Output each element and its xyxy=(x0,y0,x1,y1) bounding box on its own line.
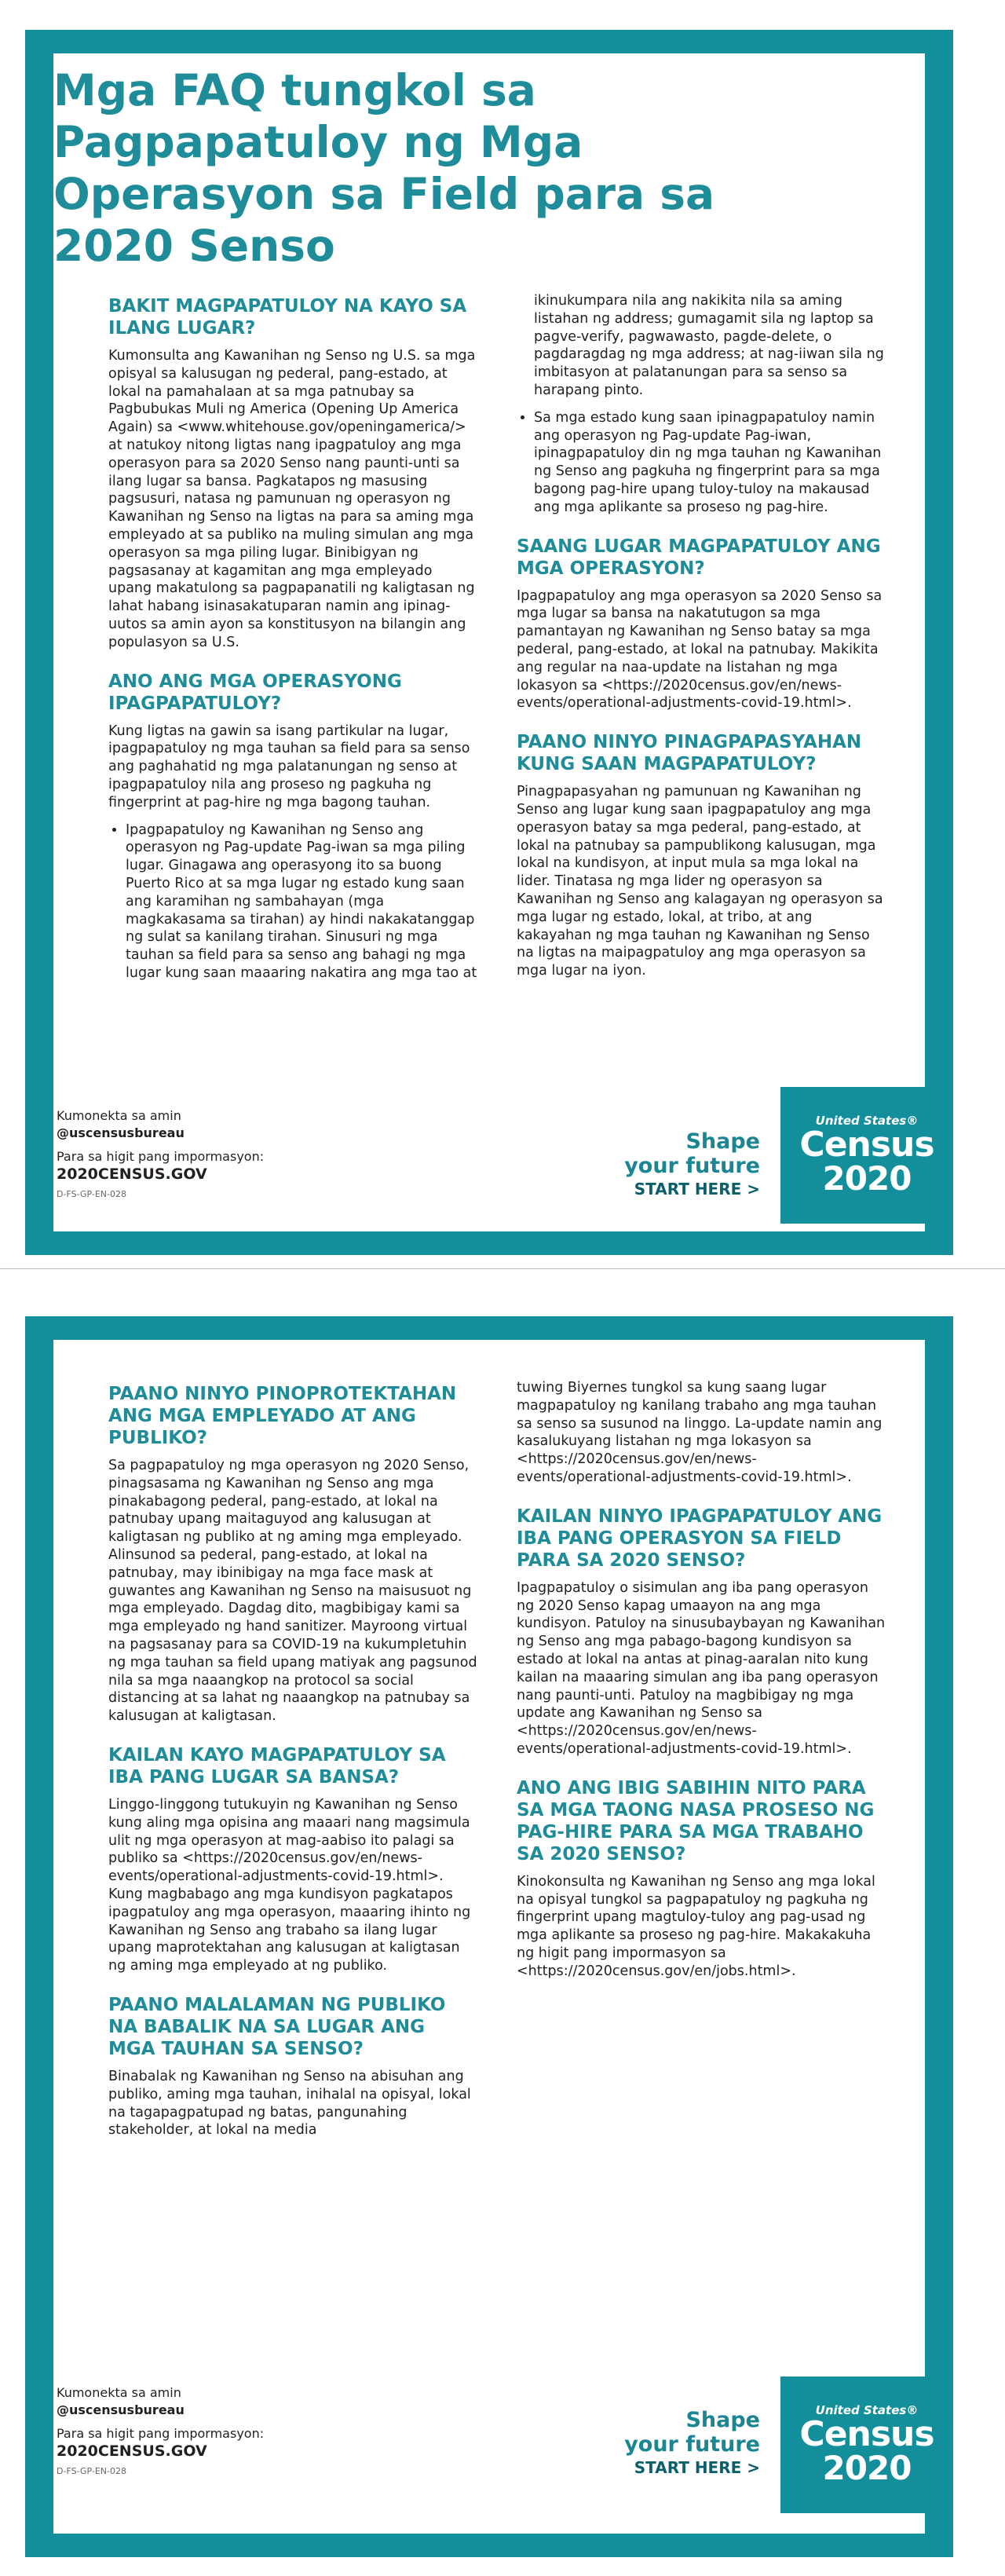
section-operations xyxy=(108,671,477,982)
tagline-line-1: Shape xyxy=(685,1129,760,1154)
census-2020-logo xyxy=(780,1087,953,1224)
shape-your-future-tagline xyxy=(603,2408,760,2479)
logo-year: 2020 xyxy=(822,1159,912,1198)
start-here-link[interactable]: START HERE > xyxy=(634,2458,760,2477)
section-body: Pinagpapasyahan ng pamunuan ng Kawanihan ng Senso ang lugar kung saan ipagpapatuloy ang mga operasyon batay sa mga pederal, pang-estado, at lokal na patnubay sa pampublikong kalusugan, mga lokal na kundisyon, at input mula sa mga lokal na lider. Tinatasa ng mga lider ng operasyon sa Kawanihan ng Senso ang kalagayan ng operasyon sa mga lugar ng estado, lokal, at tribo, at ang kakayahan ng mga tauhan ng Kawanihan ng Senso na ligtas na maipagpatuloy ang mga operasyon sa mga lugar na iyon. xyxy=(517,784,883,979)
bullet-item: • Sa mga estado kung saan ipinagpapatuloy namin ang operasyon ng Pag-update Pag-iwan, ipinagpapatuloy din ng mga tauhan ng Kawanihan ng Senso ang pagkuha ng fingerprint para sa mga bagong pag-hire upang tuloy-tuloy na makausad ang mga aplikante sa proseso ng pag-hire. xyxy=(534,409,886,517)
page-2 xyxy=(0,1268,1005,2576)
page-title: Mga FAQ tungkol sa Pagpapatuloy ng Mga Operasyon sa Field para sa 2020 Senso xyxy=(53,65,715,271)
tagline-line-2: your future xyxy=(624,2432,760,2457)
right-column xyxy=(517,292,886,999)
section-body: Kung ligtas na gawin sa isang partikular na lugar, ipagpapatuloy ng mga tauhan sa field para sa senso ang paghahatid ng mga palatanungan ng senso at ipagpapatuloy nila ang proseso ng pagkuha ng fingerprint at pag-hire ng mga bagong tauhan. xyxy=(108,723,470,810)
section-hiring xyxy=(517,1777,886,1981)
website-link[interactable]: 2020CENSUS.GOV xyxy=(57,2442,207,2460)
connect-label: Kumonekta sa amin xyxy=(57,1108,181,1123)
section-heading: PAANO MALALAMAN NG PUBLIKO NA BABALIK NA SA LUGAR ANG MGA TAUHAN SA SENSO? xyxy=(108,1994,446,2059)
section-other-operations xyxy=(517,1506,886,1758)
document-code: D-FS-GP-EN-028 xyxy=(57,1189,126,1199)
section-why-resume xyxy=(108,295,477,652)
section-body: ikinukumpara nila ang nakikita nila sa aming listahan ng address; gumagamit sila ng laptop sa pagve-verify, pagwawasto, pagde-delete, o pagdaragdag ng mga address; at nag-iiwan sila ng imbitasyon at palatanungan para sa senso sa harapang pinto. xyxy=(534,293,884,398)
section-public-notice-cont xyxy=(517,1379,886,1487)
shape-your-future-tagline xyxy=(603,1129,760,1200)
section-operations-cont xyxy=(517,292,886,517)
section-body: tuwing Biyernes tungkol sa kung saang lugar magpapatuloy ng kanilang trabaho ang mga tauhan sa senso sa susunod na linggo. La-update namin ang kasalukuyang listahan ng mga lokasyon sa <https://2020census.gov/en/news-events/operational-adjustments-covid-19.html>. xyxy=(517,1380,883,1485)
section-where-resume xyxy=(517,536,886,713)
census-2020-logo xyxy=(780,2377,953,2513)
section-heading: KAILAN KAYO MAGPAPATULOY SA IBA PANG LUGAR SA BANSA? xyxy=(108,1744,446,1787)
section-body: Kumonsulta ang Kawanihan ng Senso ng U.S. sa mga opisyal sa kalusugan ng pederal, pang-estado, at lokal na pamahalaan at sa mga patnubay sa Pagbubukas Muli ng America (Opening Up America Again) sa <www.whitehouse.gov/openingamerica/> at natukoy nitong ligtas nang ipagpatuloy ang mga operasyon para sa 2020 Senso nang paunti-unti sa ilang lugar sa bansa. Pagkatapos ng masusing pagsusuri, natasa ng pamunuan ng operasyon ng Kawanihan ng Senso na ligtas na para sa aming mga empleyado at sa publiko na muling simulan ang mga operasyon sa mga piling lugar. Binibigyan ng pagsasanay at kagamitan ang mga empleyado upang makatulong sa pagpapanatili ng kaligtasan ng lahat habang isinasakatuparan namin ang ipinag-uutos sa amin ayon sa konstitusyon na bilangin ang populasyon sa U.S. xyxy=(108,348,476,650)
section-heading: ANO ANG IBIG SABIHIN NITO PARA SA MGA TAONG NASA PROSESO NG PAG-HIRE PARA SA MGA TRABAHO SA 2020 SENSO? xyxy=(517,1777,875,1864)
section-heading: KAILAN NINYO IPAGPAPATULOY ANG IBA PANG OPERASYON SA FIELD PARA SA 2020 SENSO? xyxy=(517,1506,883,1571)
bullet-list xyxy=(108,821,477,982)
left-column xyxy=(108,295,477,1001)
document-code: D-FS-GP-EN-028 xyxy=(57,2466,126,2476)
right-column xyxy=(517,1379,886,2000)
section-protection xyxy=(108,1383,477,1725)
section-body: Linggo-linggong tutukuyin ng Kawanihan ng Senso kung aling mga opisina ang maaari nang magsimula ulit ng mga operasyon at mag-aabiso ito palagi sa publiko sa <https://2020census.gov/en/news-events/operational-adjustments-covid-19.html>. Kung magbabago ang mga kundisyon pagkatapos ipagpatuloy ang mga operasyon, maaaring ihinto ng Kawanihan ng Senso ang trabaho sa ilang lugar upang maprotektahan ang kalusugan at kaligtasan ng aming mga empleyado at ng publiko. xyxy=(108,1796,471,1974)
logo-year: 2020 xyxy=(822,2449,912,2487)
page-1 xyxy=(0,0,1005,1268)
section-heading: PAANO NINYO PINAGPAPASYAHAN KUNG SAAN MAGPAPATULOY? xyxy=(517,732,862,775)
section-public-notice xyxy=(108,1994,477,2139)
logo-united-states: United States® xyxy=(815,1114,919,1128)
section-other-areas xyxy=(108,1744,477,1975)
section-heading: SAANG LUGAR MAGPAPATULOY ANG MGA OPERASYON? xyxy=(517,536,881,579)
section-body: Sa pagpapatuloy ng mga operasyon ng 2020 Senso, pinagsasama ng Kawanihan ng Senso ang mga pinakabagong pederal, pang-estado, at lokal na patnubay upang maitaguyod ang kalusugan at kaligtasan ng publiko at ng aming mga empleyado. Alinsunod sa pederal, pang-estado, at lokal na patnubay, may ibinibigay na mga face mask at guwantes ang Kawanihan ng Senso na maisusuot ng mga empleyado. Dagdag dito, magbibigay kami sa mga empleyado ng hand sanitizer. Mayroong virtual na pagsasanay para sa COVID-19 na kukumpletuhin ng mga tauhan sa field upang matiyak ang pagsunod nila sa mga naaangkop na protocol sa social distancing at sa lahat ng naaangkop na patnubay sa kalusugan at kaligtasan. xyxy=(108,1458,477,1725)
section-heading: BAKIT MAGPAPATULOY NA KAYO SA ILANG LUGAR? xyxy=(108,296,467,338)
footer-contact xyxy=(57,1107,264,1203)
logo-census: Census xyxy=(799,1125,934,1165)
bullet-list xyxy=(517,409,886,517)
connect-label: Kumonekta sa amin xyxy=(57,2385,181,2400)
footer-contact xyxy=(57,2384,264,2480)
more-info-label: Para sa higit pang impormasyon: xyxy=(57,2426,265,2441)
tagline-line-2: your future xyxy=(624,1154,760,1178)
social-handle-link[interactable]: @uscensusbureau xyxy=(57,2402,185,2417)
section-body: Kinokonsulta ng Kawanihan ng Senso ang mga lokal na opisyal tungkol sa pagpapatuloy ng pagkuha ng fingerprint upang magtuloy-tuloy ang pag-usad ng mga aplikante sa proseso ng pag-hire. Makakakuha ng higit pang impormasyon sa <https://2020census.gov/en/jobs.html>. xyxy=(517,1873,875,1979)
section-heading: PAANO NINYO PINOPROTEKTAHAN ANG MGA EMPLEYADO AT ANG PUBLIKO? xyxy=(108,1384,457,1448)
more-info-label: Para sa higit pang impormasyon: xyxy=(57,1149,265,1164)
website-link[interactable]: 2020CENSUS.GOV xyxy=(57,1165,207,1183)
logo-united-states: United States® xyxy=(815,2403,919,2417)
section-how-decide xyxy=(517,731,886,980)
left-column xyxy=(108,1383,477,2158)
section-body: Binabalak ng Kawanihan ng Senso na abisuhan ang publiko, aming mga tauhan, inihalal na opisyal, lokal na tagapagpatupad ng batas, pangunahing stakeholder, at lokal na media xyxy=(108,2068,471,2139)
logo-census: Census xyxy=(799,2414,934,2454)
bullet-item: • Ipagpapatuloy ng Kawanihan ng Senso ang operasyon ng Pag-update Pag-iwan sa mga piling lugar. Ginagawa ang operasyong ito sa buong Puerto Rico at sa mga lugar ng estado kung saan ang karamihan ng sambahayan (mga magkakasama sa tirahan) ay hindi nakakatanggap ng sulat sa kanilang tirahan. Sinusuri ng mga tauhan sa field para sa senso ang bahagi ng mga lugar kung saan maaaring nakatira ang mga tao at xyxy=(126,821,477,982)
section-body: Ipagpapatuloy ang mga operasyon sa 2020 Senso sa mga lugar sa bansa na nakatutugon sa mga pamantayan ng Kawanihan ng Senso batay sa mga pederal, pang-estado, at lokal na patnubay. Makikita ang regular na naa-update na listahan ng mga lokasyon sa <https://2020census.gov/en/news-events/operational-adjustments-covid-19.html>. xyxy=(517,587,883,712)
section-body: Ipagpapatuloy o sisimulan ang iba pang operasyon ng 2020 Senso kapag umaayon na ang mga kundisyon. Patuloy na sinusubaybayan ng Kawanihan ng Senso ang mga pabago-bagong kundisyon sa estado at lokal na antas at pinag-aaralan nito kung kailan na maaaring simulan ang iba pang operasyon nang paunti-unti. Patuloy na magbibigay ng mga update ang Kawanihan ng Senso sa <https://2020census.gov/en/news-events/operational-adjustments-covid-19.html>. xyxy=(517,1579,886,1757)
start-here-link[interactable]: START HERE > xyxy=(634,1180,760,1198)
tagline-line-1: Shape xyxy=(685,2408,760,2432)
section-heading: ANO ANG MGA OPERASYONG IPAGPAPATULOY? xyxy=(108,671,402,714)
social-handle-link[interactable]: @uscensusbureau xyxy=(57,1125,185,1140)
